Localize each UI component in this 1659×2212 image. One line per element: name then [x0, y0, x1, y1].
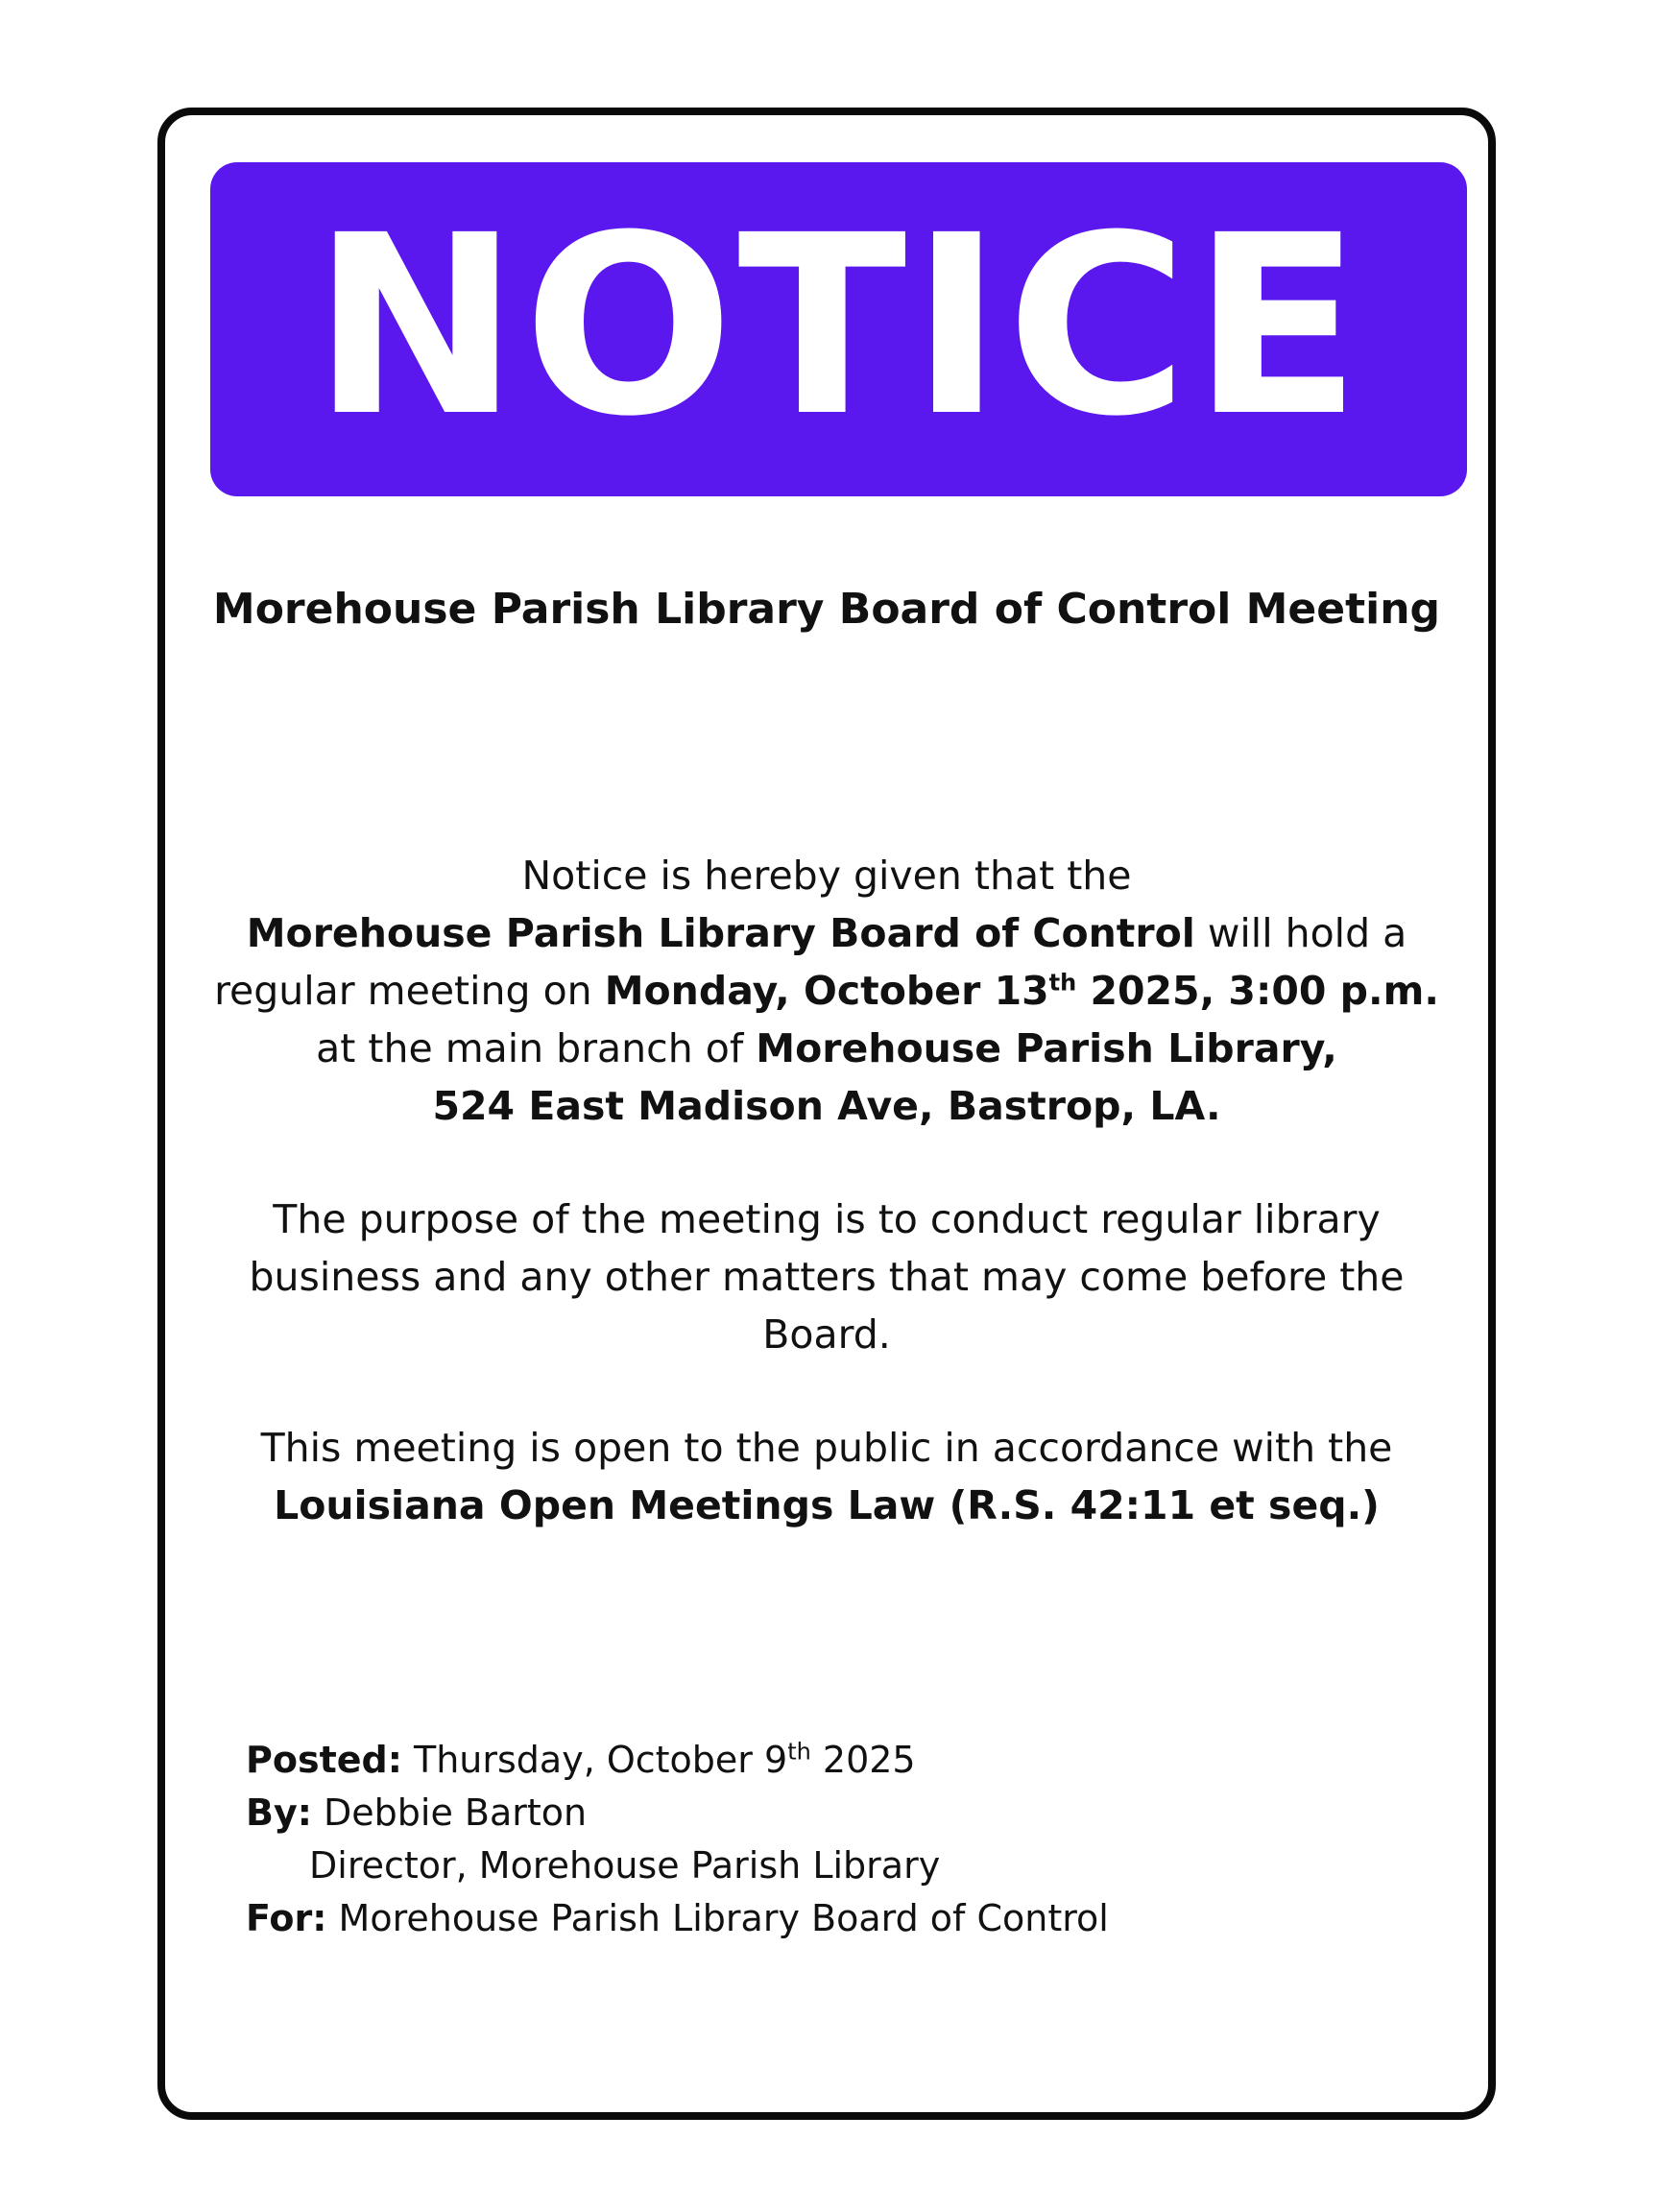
- notice-heading: NOTICE: [312, 182, 1365, 470]
- director-title: Director, Morehouse Parish Library: [309, 1844, 941, 1887]
- notice-intro: Notice is hereby given that the: [521, 853, 1132, 899]
- meeting-details-paragraph: [192, 847, 1461, 1135]
- open-meetings-paragraph: [192, 1419, 1461, 1534]
- by-line: By: Debbie Barton: [246, 1791, 588, 1834]
- open-meetings-law: Louisiana Open Meetings Law (R.S. 42:11 et seq.): [274, 1482, 1380, 1528]
- notice-banner: [210, 162, 1467, 496]
- hold-text: will hold a regular meeting on: [214, 910, 1407, 1014]
- meeting-title: Morehouse Parish Library Board of Control Meeting: [212, 585, 1441, 634]
- for-line: For: Morehouse Parish Library Board of Control: [246, 1897, 1109, 1939]
- library-name: Morehouse Parish Library,: [756, 1025, 1337, 1071]
- meeting-date: Monday, October 13th 2025, 3:00 p.m.: [604, 968, 1439, 1014]
- board-name: Morehouse Parish Library Board of Control: [246, 910, 1195, 956]
- open-meetings-text: This meeting is open to the public in accordance with the: [260, 1425, 1393, 1471]
- posted-line: Posted: Thursday, October 9th 2025: [246, 1738, 916, 1781]
- posting-info: [246, 1734, 1398, 1945]
- library-address: 524 East Madison Ave, Bastrop, LA.: [432, 1083, 1221, 1129]
- purpose-paragraph: The purpose of the meeting is to conduct regular library business and any other matters that may come before the Board.: [249, 1196, 1405, 1358]
- location-intro: at the main branch of: [316, 1025, 757, 1071]
